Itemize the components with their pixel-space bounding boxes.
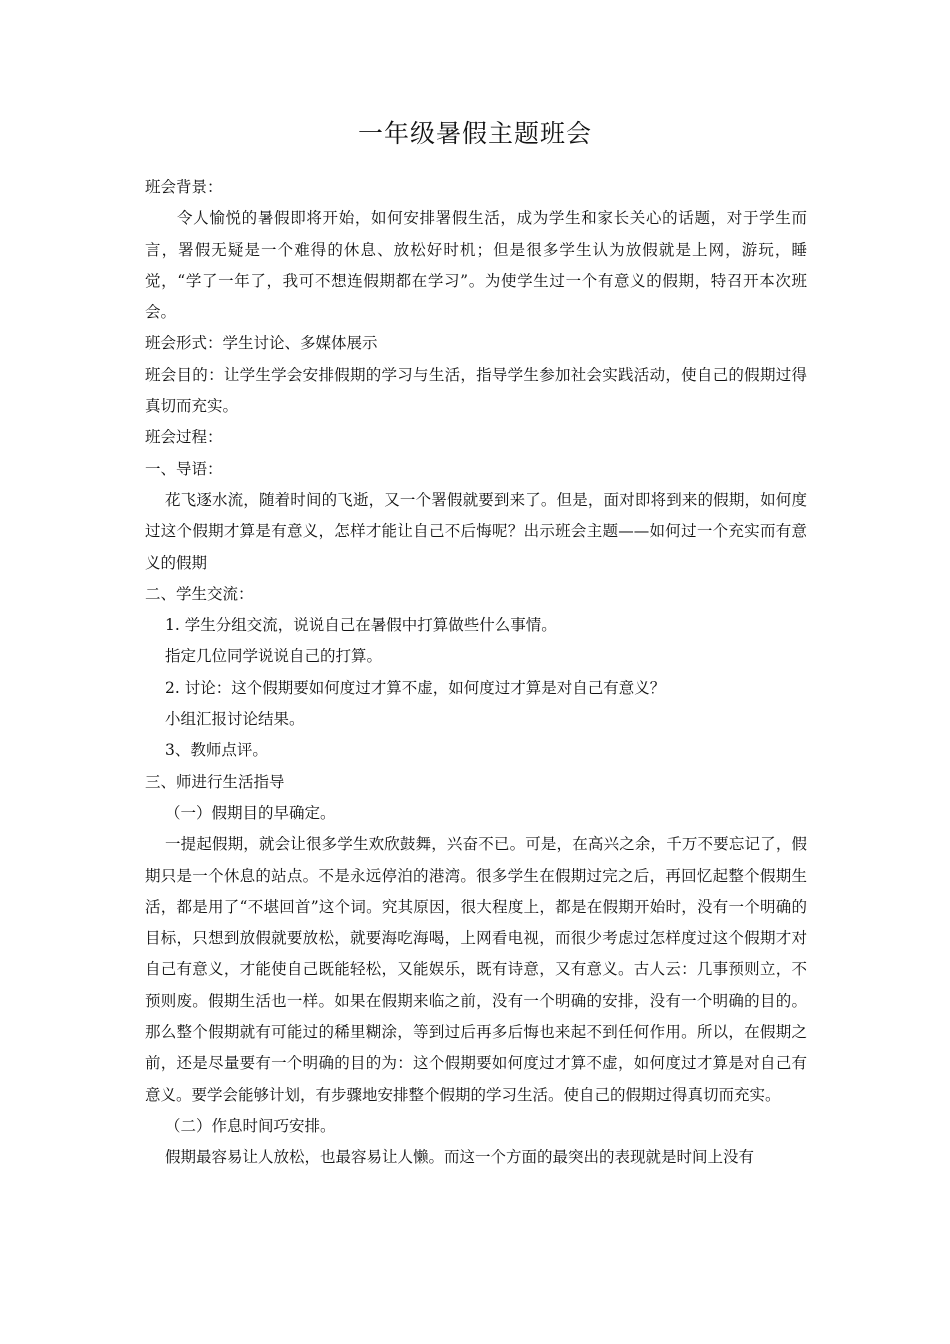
list-item-2: 2. 讨论：这个假期要如何度过才算不虚，如何度过才算是对自己有意义？ bbox=[165, 678, 666, 697]
list-item-1: 1. 学生分组交流，说说自己在暑假中打算做些什么事情。 bbox=[165, 616, 557, 635]
document-body bbox=[145, 172, 807, 1174]
subheading-goal: （一）假期目的早确定。 bbox=[165, 803, 336, 822]
subheading-schedule: （二）作息时间巧安排。 bbox=[165, 1116, 336, 1135]
section-heading-background: 班会背景： bbox=[145, 178, 223, 196]
document-title: 一年级暑假主题班会 bbox=[357, 119, 592, 148]
list-item-3: 3、教师点评。 bbox=[165, 741, 268, 760]
list-item-1-note: 指定几位同学说说自己的打算。 bbox=[165, 647, 383, 666]
paragraph-goal: 一提起假期，就会让很多学生欢欣鼓舞，兴奋不已。可是，在高兴之余，千万不要忘记了，假期只是一个休息的站点。不是永远停泊的港湾。很多学生在假期过完之后，再回忆起整个假期生活，都是用了“不堪回首”这个词。究其原因，很大程度上，都是在假期开始时，没有一个明确的目标，只想到放假就要放松，就要海吃海喝，上网看电视，而很少考虑过怎样度过这个假期才对自己有意义，才能使自己既能轻松，又能娱乐，既有诗意，又有意义。古人云：几事预则立，不预则废。假期生活也一样。如果在假期来临之前，没有一个明确的安排，没有一个明确的目的。那么整个假期就有可能过的稀里糊涂，等到过后再多后悔也来起不到任何作用。所以，在假期之前，还是尽量要有一个明确的目的为：这个假期要如何度过才算不虚，如何度过才算是对自己有意义。要学会能够计划，有步骤地安排整个假期的学习生活。使自己的假期过得真切而充实。 bbox=[145, 835, 807, 1104]
section-heading-intro: 一、导语： bbox=[145, 459, 223, 478]
paragraph-purpose: 班会目的：让学生学会安排假期的学习与生活，指导学生参加社会实践活动，使自己的假期过得真切而充实。 bbox=[145, 365, 807, 416]
section-heading-guidance: 三、师进行生活指导 bbox=[145, 772, 285, 791]
list-item-2-note: 小组汇报讨论结果。 bbox=[165, 710, 305, 729]
paragraph-format: 班会形式：学生讨论、多媒体展示 bbox=[145, 334, 378, 353]
section-heading-process: 班会过程： bbox=[145, 428, 223, 447]
section-heading-exchange: 二、学生交流： bbox=[145, 584, 254, 603]
paragraph-schedule: 假期最容易让人放松，也最容易让人懒。而这一个方面的最突出的表现就是时间上没有 bbox=[165, 1148, 755, 1167]
paragraph-background: 令人愉悦的暑假即将开始，如何安排署假生活，成为学生和家长关心的话题，对于学生而言，署假无疑是一个难得的休息、放松好时机；但是很多学生认为放假就是上网，游玩，睡觉，“学了一年了，我可不想连假期都在学习”。为使学生过一个有意义的假期，特召开本次班会。 bbox=[145, 209, 807, 322]
paragraph-intro: 花飞逐水流，随着时间的飞逝，又一个署假就要到来了。但是，面对即将到来的假期，如何度过这个假期才算是有意义，怎样才能让自己不后悔呢？出示班会主题——如何过一个充实而有意义的假期 bbox=[145, 490, 807, 572]
